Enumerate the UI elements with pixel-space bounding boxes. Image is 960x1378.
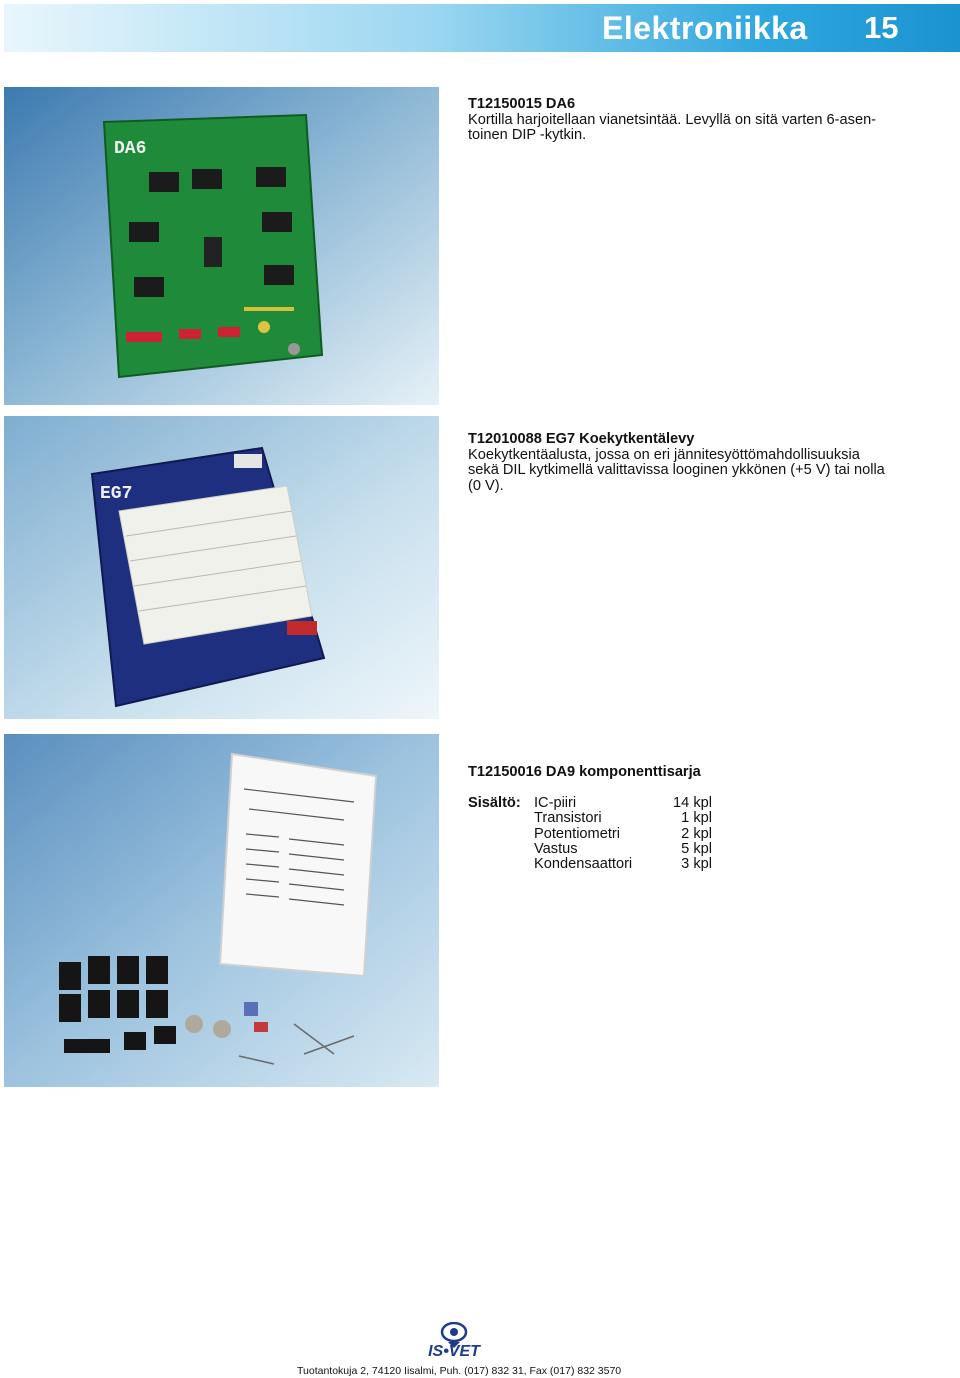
- board-label-text: EG7: [100, 484, 133, 504]
- description-line: Kortilla harjoitellaan vianetsintää. Levyllä on sitä varten 6-asen-: [468, 111, 877, 128]
- description-line: Koekytkentäalusta, jossa on eri jännitesyöttömahdollisuuksia: [468, 446, 860, 463]
- description-line: toinen DIP -kytkin.: [468, 127, 587, 144]
- description-line: sekä DIL kytkimellä valittavissa looginen ykkönen (+5 V) tai nolla: [468, 462, 885, 479]
- item-quantity: 14 kpl: [673, 795, 712, 811]
- product-description: [468, 765, 928, 781]
- item-quantity: 3 kpl: [681, 856, 712, 873]
- product-title: T12150015 DA6: [468, 96, 576, 112]
- list-item: [534, 811, 712, 826]
- isvet-logo: [408, 1322, 500, 1363]
- section-title: Elektroniikka: [602, 10, 808, 46]
- item-name: Kondensaattori: [534, 856, 633, 873]
- footer-address: Tuotantokuja 2, 74120 Iisalmi, Puh. (017) 832 31, Fax (017) 832 3570: [297, 1365, 622, 1377]
- list-item: [534, 796, 712, 811]
- list-item: [534, 827, 712, 842]
- item-quantity: 5 kpl: [681, 840, 712, 857]
- description-line: (0 V).: [468, 477, 504, 494]
- product-description: [468, 97, 908, 144]
- item-name: Transistori: [534, 810, 602, 827]
- logo-text: IS•VET: [428, 1343, 480, 1358]
- board-label-text: DA6: [114, 139, 147, 159]
- contents-label: Sisältö:: [468, 795, 521, 811]
- item-quantity: 1 kpl: [681, 810, 712, 827]
- list-item: [534, 857, 712, 872]
- header-band: [4, 4, 960, 52]
- product-description: [468, 432, 928, 494]
- product-title: T12010088 EG7 Koekytkentälevy: [468, 431, 695, 447]
- breadboard-photo: [4, 416, 439, 719]
- product-title: T12150016 DA9 komponenttisarja: [468, 764, 701, 780]
- list-item: [534, 842, 712, 857]
- item-name: Potentiometri: [534, 825, 620, 842]
- pcb-board-photo: [4, 87, 439, 405]
- item-quantity: 2 kpl: [681, 825, 712, 842]
- item-name: IC-piiri: [534, 795, 577, 811]
- page-number: 15: [864, 10, 899, 45]
- component-kit-photo: [4, 734, 439, 1087]
- item-name: Vastus: [534, 840, 578, 857]
